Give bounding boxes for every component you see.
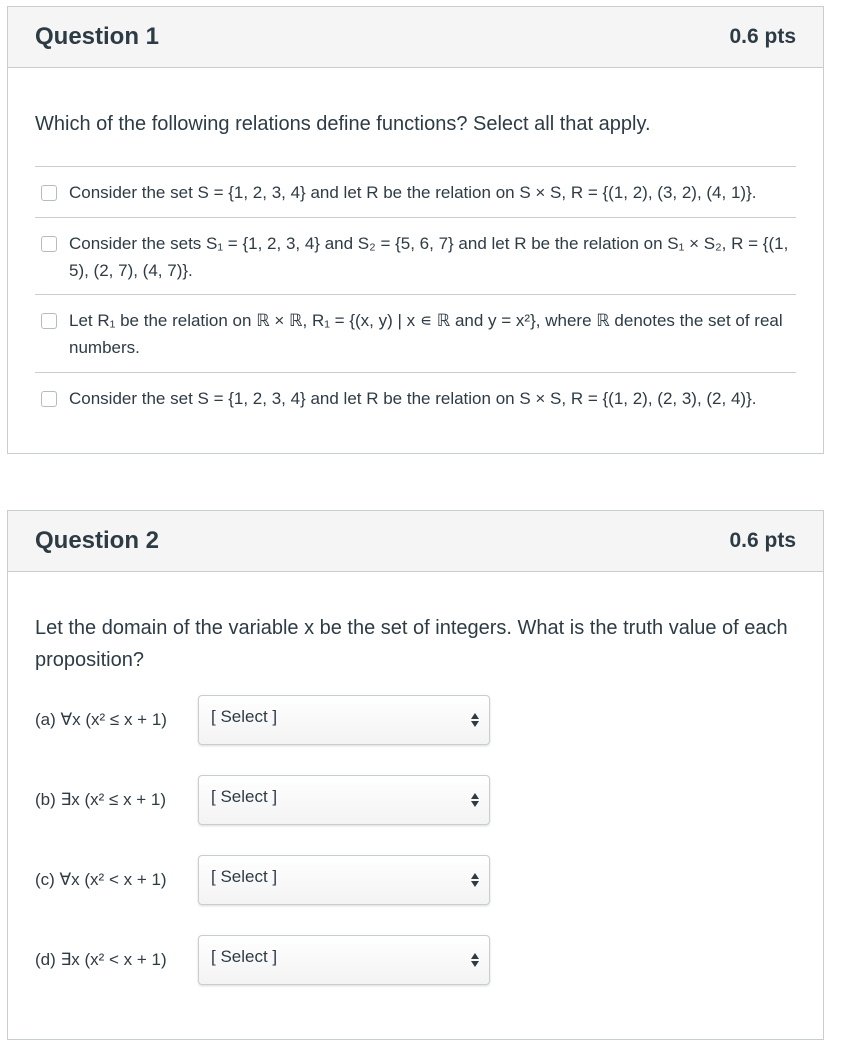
select-arrows-icon	[471, 713, 479, 727]
select-value: [ Select ]	[211, 787, 278, 806]
answer-select[interactable]	[198, 855, 490, 905]
select-arrows-icon	[471, 793, 479, 807]
answer-checkbox[interactable]	[41, 391, 57, 407]
question-header	[8, 511, 823, 572]
answer-checkbox[interactable]	[41, 313, 57, 329]
question-points: 0.6 pts	[729, 25, 796, 48]
question-prompt: Which of the following relations define functions? Select all that apply.	[35, 113, 651, 135]
dropdown-row	[35, 695, 796, 745]
question-prompt: Let the domain of the variable x be the set of integers. What is the truth value of each proposition?	[35, 617, 788, 671]
proposition-label: (d) ∃x (x² < x + 1)	[35, 950, 167, 969]
answer-text: Consider the sets S₁ = {1, 2, 3, 4} and S₂ = {5, 6, 7} and let R be the relation on S₁ × S₂, R = {(1, 5), (2, 7), (4, 7)}.	[69, 234, 789, 280]
answer-checkbox[interactable]	[41, 236, 57, 252]
answer-select[interactable]	[198, 695, 490, 745]
answer-text: Consider the set S = {1, 2, 3, 4} and let R be the relation on S × S, R = {(1, 2), (3, 2), (4, 1)}.	[69, 183, 757, 202]
question-2	[7, 510, 824, 1040]
question-header	[8, 7, 823, 68]
answer-list	[35, 166, 796, 422]
proposition-label: (a) ∀x (x² ≤ x + 1)	[35, 710, 167, 729]
dropdown-row	[35, 855, 796, 905]
question-body	[8, 612, 823, 985]
answer-option[interactable]	[35, 217, 796, 294]
answer-text: Consider the set S = {1, 2, 3, 4} and let R be the relation on S × S, R = {(1, 2), (2, 3), (2, 4)}.	[69, 389, 757, 408]
proposition-label: (c) ∀x (x² < x + 1)	[35, 870, 167, 889]
dropdown-row	[35, 775, 796, 825]
select-value: [ Select ]	[211, 947, 278, 966]
question-points: 0.6 pts	[729, 529, 796, 552]
answer-checkbox[interactable]	[41, 185, 57, 201]
answer-option[interactable]	[35, 166, 796, 217]
select-value: [ Select ]	[211, 707, 278, 726]
proposition-label: (b) ∃x (x² ≤ x + 1)	[35, 790, 167, 809]
question-1	[7, 6, 824, 454]
dropdown-list	[35, 695, 796, 985]
question-title: Question 1	[35, 23, 160, 50]
answer-option[interactable]	[35, 294, 796, 372]
dropdown-row	[35, 935, 796, 985]
question-body	[8, 108, 823, 422]
answer-select[interactable]	[198, 935, 490, 985]
select-value: [ Select ]	[211, 867, 278, 886]
select-arrows-icon	[471, 873, 479, 887]
answer-option[interactable]	[35, 372, 796, 422]
question-title: Question 2	[35, 527, 160, 554]
select-arrows-icon	[471, 953, 479, 967]
answer-select[interactable]	[198, 775, 490, 825]
answer-text: Let R₁ be the relation on ℝ × ℝ, R₁ = {(x, y) | x ∊ ℝ and y = x²}, where ℝ denotes the set of real numbers.	[69, 311, 783, 357]
